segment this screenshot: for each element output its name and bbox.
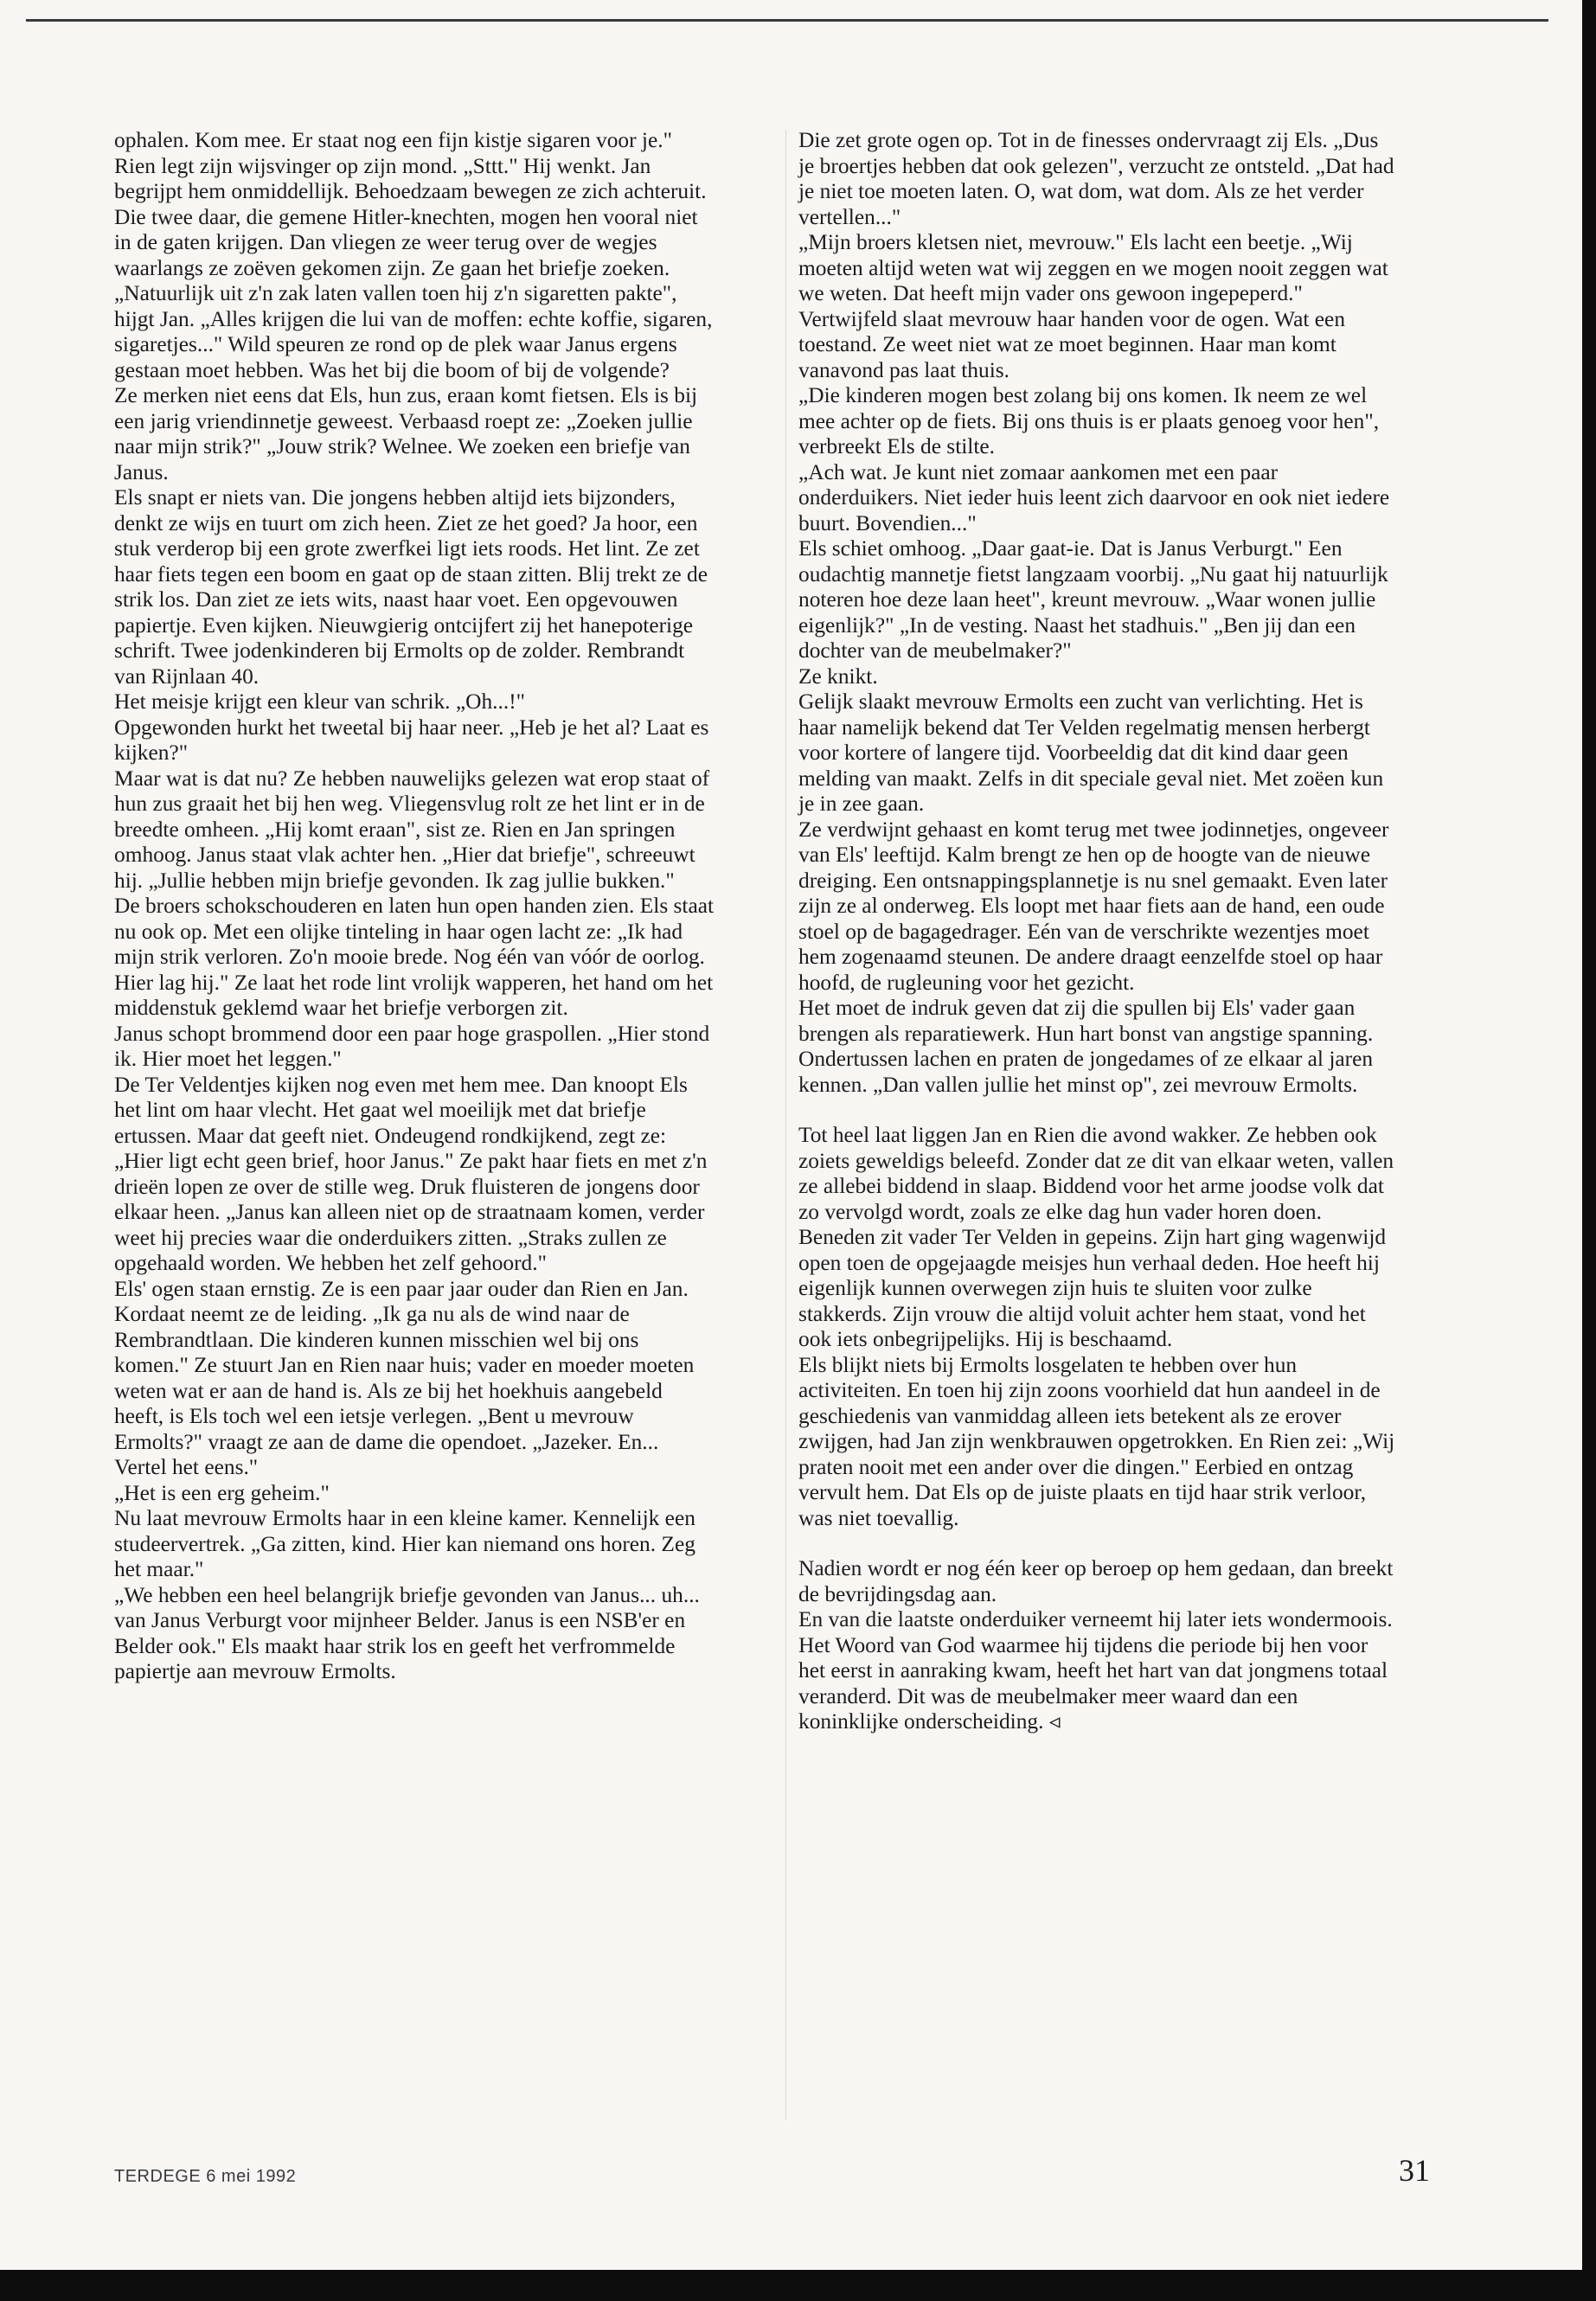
paragraph: Ze merken niet eens dat Els, hun zus, eraan komt fietsen. Els is bij een jarig vriendinnetje geweest. Verbaasd roept ze: „Zoeken jullie naar mijn strik?" „Jouw strik? Welnee. We zoeken een briefje van Janus. <box>114 383 698 484</box>
scan-edge-bottom <box>0 2270 1596 2301</box>
paragraph: Opgewonden hurkt het tweetal bij haar neer. „Heb je het al? Laat es kijken?" <box>114 715 709 765</box>
paragraph: ophalen. Kom mee. Er staat nog een fijn kistje sigaren voor je." <box>114 128 672 152</box>
paragraph: De broers schokschouderen en laten hun open handen zien. Els staat nu ook op. Met een olijke tinteling in haar ogen lacht ze: „Ik had mijn strik verloren. Zo'n mooie brede. Nog één van vóór de oorlog. Hier lag hij." Ze laat het rode lint vrolijk wapperen, het hand om het middenstuk geklemd waar het briefje verborgen zit. <box>114 894 715 1020</box>
top-rule <box>26 19 1548 22</box>
paragraph: Het meisje krijgt een kleur van schrik. „Oh...!" <box>114 689 526 714</box>
paragraph: Rien legt zijn wijsvinger op zijn mond. „Sttt." Hij wenkt. Jan begrijpt hem onmiddellijk. Behoedzaam bewegen ze zich achteruit. Die twee daar, die gemene Hitler-knechten, mogen hen vooral niet in de gaten krijgen. Dan vliegen ze weer terug over de wegjes waarlangs ze zoëven gekomen zijn. Ze gaan het briefje zoeken. „Natuurlijk uit z'n zak laten vallen toen hij z'n sigaretten pakte", hijgt Jan. „Alles krijgen die lui van de moffen: echte koffie, sigaren, sigaretjes..." Wild speuren ze rond op de plek waar Janus ergens gestaan moet hebben. Was het bij die boom of bij de volgende? <box>114 153 713 382</box>
paragraph: Gelijk slaakt mevrouw Ermolts een zucht van verlichting. Het is haar namelijk bekend dat Ter Velden regelmatig mensen herbergt voor kortere of langere tijd. Voorbeeldig dat dit kind daar geen melding van maakt. Zelfs in dit speciale geval niet. Met zoëen kun je in zee gaan. <box>798 689 1384 816</box>
paragraph: Vertwijfeld slaat mevrouw haar handen voor de ogen. Wat een toestand. Ze weet niet wat ze moet beginnen. Haar man komt vanavond pas laat thuis. <box>798 306 1346 382</box>
paragraph: „Die kinderen mogen best zolang bij ons komen. Ik neem ze wel mee achter op de fiets. Bij ons thuis is er plaats genoeg voor hen", verbreekt Els de stilte. <box>798 383 1380 458</box>
paragraph: Nu laat mevrouw Ermolts haar in een kleine kamer. Kennelijk een studeervertrek. „Ga zitten, kind. Hier kan niemand ons horen. Zeg het maar." <box>114 1506 695 1581</box>
paragraph: En van die laatste onderduiker verneemt hij later iets wondermoois. Het Woord van God waarmee hij tijdens die periode bij hen voor het eerst in aanraking kwam, heeft het hart van dat jongmens totaal veranderd. Dit was de meubelmaker meer waard dan een koninklijke onderscheiding. ◃ <box>798 1607 1393 1734</box>
paragraph: „Het is een erg geheim." <box>114 1480 330 1505</box>
paragraph: Ze knikt. <box>798 663 878 689</box>
paragraph: Janus schopt brommend door een paar hoge graspollen. „Hier stond ik. Hier moet het leggen." <box>114 1021 710 1071</box>
paragraph: „We hebben een heel belangrijk briefje gevonden van Janus... uh... van Janus Verburgt voor mijnheer Belder. Janus is een NSB'er en Belder ook." Els maakt haar strik los en geeft het verfrommelde papiertje aan mevrouw Ermolts. <box>114 1582 700 1683</box>
paragraph: Beneden zit vader Ter Velden in gepeins. Zijn hart ging wagenwijd open toen de opgejaagde meisjes hun verhaal deden. Hoe heeft hij eigenlijk kunnen overwegen zijn huis te sluiten voor zulke stakkerds. Zijn vrouw die altijd voluit achter hem staat, vond het ook iets onbegrijpelijks. Hij is beschaamd. <box>798 1225 1387 1351</box>
paragraph: Nadien wordt er nog één keer op beroep op hem gedaan, dan breekt de bevrijdingsdag aan. <box>798 1556 1394 1606</box>
paragraph: Els blijkt niets bij Ermolts losgelaten te hebben over hun activiteiten. En toen hij zijn zoons voorhield dat hun aandeel in de geschiedenis van vanmiddag alleen iets betekent als ze erover zwijgen, had Jan zijn wenkbrauwen opgetrokken. En Rien zei: „Wij praten nooit met een ander over die dingen." Eerbied en ontzag vervult hem. Dat Els op de juiste plaats en tijd haar strik verloor, was niet toevallig. <box>798 1352 1395 1530</box>
paragraph: Het moet de indruk geven dat zij die spullen bij Els' vader gaan brengen als reparatiewerk. Hun hart bonst van angstige spanning. Ondertussen lachen en praten de jongedames of ze elkaar al jaren kennen. „Dan vallen jullie het minst op", zei mevrouw Ermolts. <box>798 996 1374 1097</box>
paragraph: „Mijn broers kletsen niet, mevrouw." Els lacht een beetje. „Wij moeten altijd weten wat wij zeggen en we mogen nooit zeggen wat we weten. Dat heeft mijn vader ons gewoon ingepeperd." <box>798 230 1388 305</box>
right-column <box>798 128 1400 1735</box>
paragraph: De Ter Veldentjes kijken nog even met hem mee. Dan knoopt Els het lint om haar vlecht. Het gaat wel moeilijk met dat briefje ertussen. Maar dat geeft niet. Ondeugend rondkijkend, zegt ze: „Hier ligt echt geen brief, hoor Janus." Ze pakt haar fiets en met z'n drieën lopen ze over de stille weg. Druk fluisteren de jongens door elkaar heen. „Janus kan alleen niet op de straatnaam komen, verder weet hij precies waar die onderduikers zitten. „Straks zullen ze opgehaald worden. We hebben het zelf gehoord." <box>114 1072 708 1275</box>
paragraph: Maar wat is dat nu? Ze hebben nauwelijks gelezen wat erop staat of hun zus graait het bij hen weg. Vliegensvlug rolt ze het lint er in de breedte omheen. „Hij komt eraan", sist ze. Rien en Jan springen omhoog. Janus staat vlak achter hen. „Hier dat briefje", schreeuwt hij. „Jullie hebben mijn briefje gevonden. Ik zag jullie bukken." <box>114 766 710 893</box>
column-divider <box>785 130 786 2119</box>
page-number: 31 <box>1399 2153 1430 2188</box>
paragraph: Els' ogen staan ernstig. Ze is een paar jaar ouder dan Rien en Jan. Kordaat neemt ze de leiding. „Ik ga nu als de wind naar de Rembrandtlaan. Die kinderen kunnen misschien wel bij ons komen." Ze stuurt Jan en Rien naar huis; vader en moeder moeten weten wat er aan de hand is. Als ze bij het hoekhuis aangebeld heeft, is Els toch wel een ietsje verlegen. „Bent u mevrouw Ermolts?" vraagt ze aan de dame die opendoet. „Jazeker. En... Vertel het eens." <box>114 1276 695 1479</box>
paragraph: Die zet grote ogen op. Tot in de finesses ondervraagt zij Els. „Dus je broertjes hebben dat ook gelezen", verzucht ze ontsteld. „Dat had je niet toe moeten laten. O, wat dom, wat dom. Als ze het verder vertellen..." <box>798 128 1394 229</box>
paragraph: Ze verdwijnt gehaast en komt terug met twee jodinnetjes, ongeveer van Els' leeftijd. Kalm brengt ze hen op de hoogte van de nieuwe dreiging. Een ontsnappingsplannetje is nu snel gemaakt. Even later zijn ze al onderweg. Els loopt met haar fiets aan de hand, een oude stoel op de bagagedrager. Eén van de verschrikte wezentjes moet hem zogenaamd steunen. De andere draagt eenzelfde stoel op haar hoofd, de rugleuning voor het gezicht. <box>798 817 1389 995</box>
paragraph: Tot heel laat liggen Jan en Rien die avond wakker. Ze hebben ook zoiets geweldigs beleefd. Zonder dat ze dit van elkaar weten, vallen ze allebei biddend in slaap. Biddend voor het arme joodse volk dat zo vervolgd wordt, zoals ze elke dag hun vader horen doen. <box>798 1123 1394 1224</box>
paragraph: „Ach wat. Je kunt niet zomaar aankomen met een paar onderduikers. Niet ieder huis leent zich daarvoor en ook niet iedere buurt. Bovendien..." <box>798 459 1390 535</box>
left-column <box>114 128 715 1685</box>
paragraph: Els schiet omhoog. „Daar gaat-ie. Dat is Janus Verburgt." Een oudachtig mannetje fietst langzaam voorbij. „Nu gaat hij natuurlijk noteren hoe deze laan heet", kreunt mevrouw. „Waar wonen jullie eigenlijk?" „In de vesting. Naast het stadhuis." „Ben jij dan een dochter van de meubelmaker?" <box>798 536 1388 663</box>
scan-edge-right <box>1582 0 1596 2301</box>
paragraph: Els snapt er niets van. Die jongens hebben altijd iets bijzonders, denkt ze wijs en tuurt om zich heen. Ziet ze het goed? Ja hoor, een stuk verderop bij een grote zwerfkei ligt iets roods. Het lint. Ze zet haar fiets tegen een boom en gaat op de staan zitten. Blij trekt ze de strik los. Dan ziet ze iets wits, naast haar voet. Een opgevouwen papiertje. Even kijken. Nieuwgierig ontcijfert zij het hanepoterige schrift. Twee jodenkinderen bij Ermolts op de zolder. Rembrandt van Rijnlaan 40. <box>114 485 708 689</box>
publication-footer: TERDEGE 6 mei 1992 <box>114 2167 297 2186</box>
